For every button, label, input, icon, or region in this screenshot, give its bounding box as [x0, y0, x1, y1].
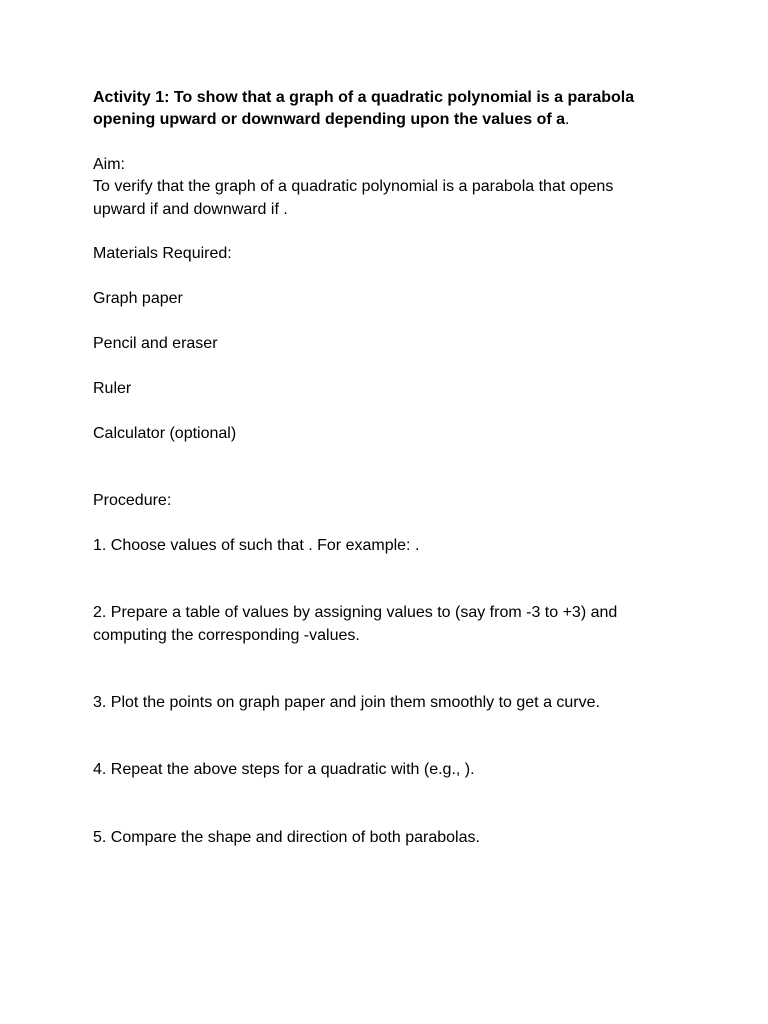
material-item: Pencil and eraser	[93, 335, 218, 352]
activity-title-line-2	[93, 109, 569, 131]
material-item: Graph paper	[93, 290, 183, 307]
procedure-step-3: 3. Plot the points on graph paper and join them smoothly to get a curve.	[93, 694, 600, 711]
procedure-heading: Procedure:	[93, 492, 172, 509]
procedure-step-5: 5. Compare the shape and direction of both parabolas.	[93, 829, 480, 846]
procedure-step-1: 1. Choose values of such that . For example: .	[93, 537, 420, 554]
procedure-step-2-line-2: computing the corresponding -values.	[93, 627, 360, 644]
material-item: Calculator (optional)	[93, 425, 237, 442]
material-item: Ruler	[93, 380, 132, 397]
procedure-step-4: 4. Repeat the above steps for a quadratic with (e.g., ).	[93, 761, 475, 778]
activity-title-period: .	[565, 111, 570, 128]
aim-heading: Aim:	[93, 156, 125, 173]
activity-title-line-1: Activity 1: To show that a graph of a quadratic polynomial is a parabola	[93, 89, 635, 106]
activity-title-line-2-text: opening upward or downward depending upon the values of a	[93, 111, 566, 128]
aim-text-line-2: upward if and downward if .	[93, 201, 288, 218]
procedure-step-2-line-1: 2. Prepare a table of values by assigning values to (say from -3 to +3) and	[93, 604, 618, 621]
aim-text-line-1: To verify that the graph of a quadratic polynomial is a parabola that opens	[93, 178, 614, 195]
materials-heading: Materials Required:	[93, 245, 232, 262]
